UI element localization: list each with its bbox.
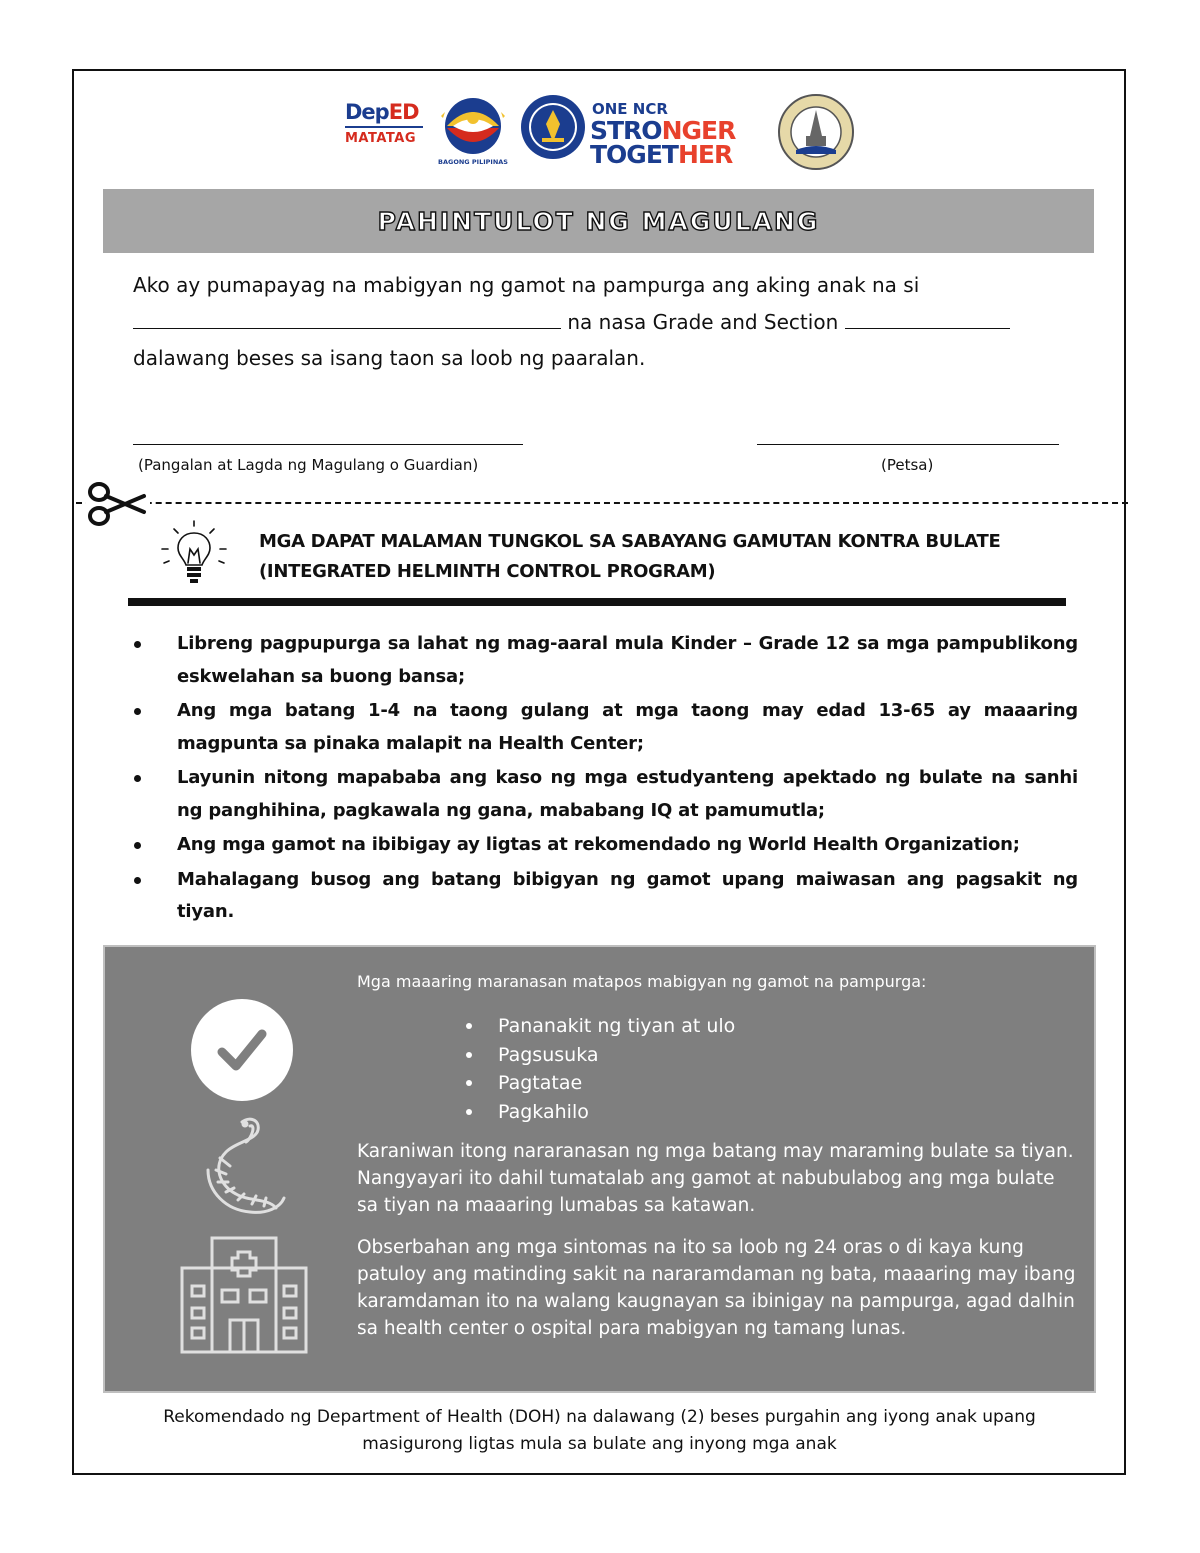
consent-title: PAHINTULOT NG MAGULANG <box>377 206 820 236</box>
section-divider <box>128 598 1066 606</box>
schools-division-logo <box>778 94 854 170</box>
list-item: Ang mga batang 1-4 na taong gulang at mga taong may edad 13-65 ay maaaring magpunta sa pinaka malapit na Health Center; <box>130 695 1078 760</box>
deped-logo: DepED MATATAG <box>345 100 423 168</box>
list-item: Pagsusuka <box>462 1041 735 1070</box>
side-effects-paragraph-1: Karaniwan itong nararanasan ng mga batang may maraming bulate sa tiyan. Nangyayari ito dahil tumatalab ang gamot at nabubulabog ang mga bulate sa tiyan na maaaring lumabas sa katawan. <box>357 1141 1074 1216</box>
list-item: Mahalagang busog ang batang bibigyan ng gamot upang maiwasan ang pagsakit ng tiyan. <box>130 864 1078 929</box>
grade-section-field[interactable] <box>845 309 1010 329</box>
side-effects-intro: Mga maaaring maranasan matapos mabigyan ng gamot na pampurga: <box>357 972 927 991</box>
signature-field[interactable] <box>133 444 523 445</box>
logo-strip <box>0 92 1200 172</box>
department-seal-logo <box>520 94 586 160</box>
scissors-icon <box>86 478 150 530</box>
student-name-field[interactable] <box>133 309 561 329</box>
cut-line <box>76 502 1128 504</box>
footer-note: Rekomendado ng Department of Health (DOH) na dalawang (2) beses purgahin ang iyong anak upang masigurong ligtas mula sa bulate ang inyong mga anak <box>163 1407 1036 1454</box>
info-bullets <box>130 628 1078 931</box>
side-effects-paragraph-2: Obserbahan ang mga sintomas na ito sa loob ng 24 oras o di kaya kung patuloy ang matinding sakit na nararamdaman ng bata, maaaring may ibang karamdaman ito na walang kaugnayan sa ibinigay na pampurga, agad dalhin sa health center o ospital para mabigyan ng tamang lunas. <box>357 1237 1076 1339</box>
info-title: MGA DAPAT MALAMAN TUNGKOL SA SABAYANG GAMUTAN KONTRA BULATE (INTEGRATED HELMINTH CONTROL PROGRAM) <box>259 531 1001 582</box>
date-field[interactable] <box>757 444 1059 445</box>
hospital-icon <box>178 1228 310 1354</box>
consent-title-bar <box>103 189 1094 253</box>
date-label: (Petsa) <box>881 456 934 474</box>
lightbulb-icon <box>154 519 234 591</box>
consent-line-2: na nasa Grade and Section <box>133 309 1068 334</box>
checkmark-icon <box>190 998 294 1102</box>
list-item: Pananakit ng tiyan at ulo <box>462 1012 735 1041</box>
signature-label: (Pangalan at Lagda ng Magulang o Guardian) <box>138 456 479 474</box>
list-item: Ang mga gamot na ibibigay ay ligtas at rekomendado ng World Health Organization; <box>130 829 1078 862</box>
worm-icon <box>190 1112 294 1222</box>
consent-line-3: dalawang beses sa isang taon sa loob ng paaralan. <box>133 346 646 370</box>
list-item: Pagkahilo <box>462 1098 735 1127</box>
side-effects-list <box>462 1012 735 1126</box>
one-ncr-logo: ONE NCR STRONGER TOGETHER <box>590 100 736 169</box>
bagong-pilipinas-logo: BAGONG PILIPINAS <box>433 92 513 172</box>
list-item: Libreng pagpupurga sa lahat ng mag-aaral mula Kinder – Grade 12 sa mga pampublikong eskwelahan sa buong bansa; <box>130 628 1078 693</box>
list-item: Pagtatae <box>462 1069 735 1098</box>
list-item: Layunin nitong mapababa ang kaso ng mga estudyanteng apektado ng bulate na sanhi ng panghihina, pagkawala ng gana, mababang IQ at pamumutla; <box>130 762 1078 827</box>
consent-line-1: Ako ay pumapayag na mabigyan ng gamot na pampurga ang aking anak na si <box>133 273 920 297</box>
